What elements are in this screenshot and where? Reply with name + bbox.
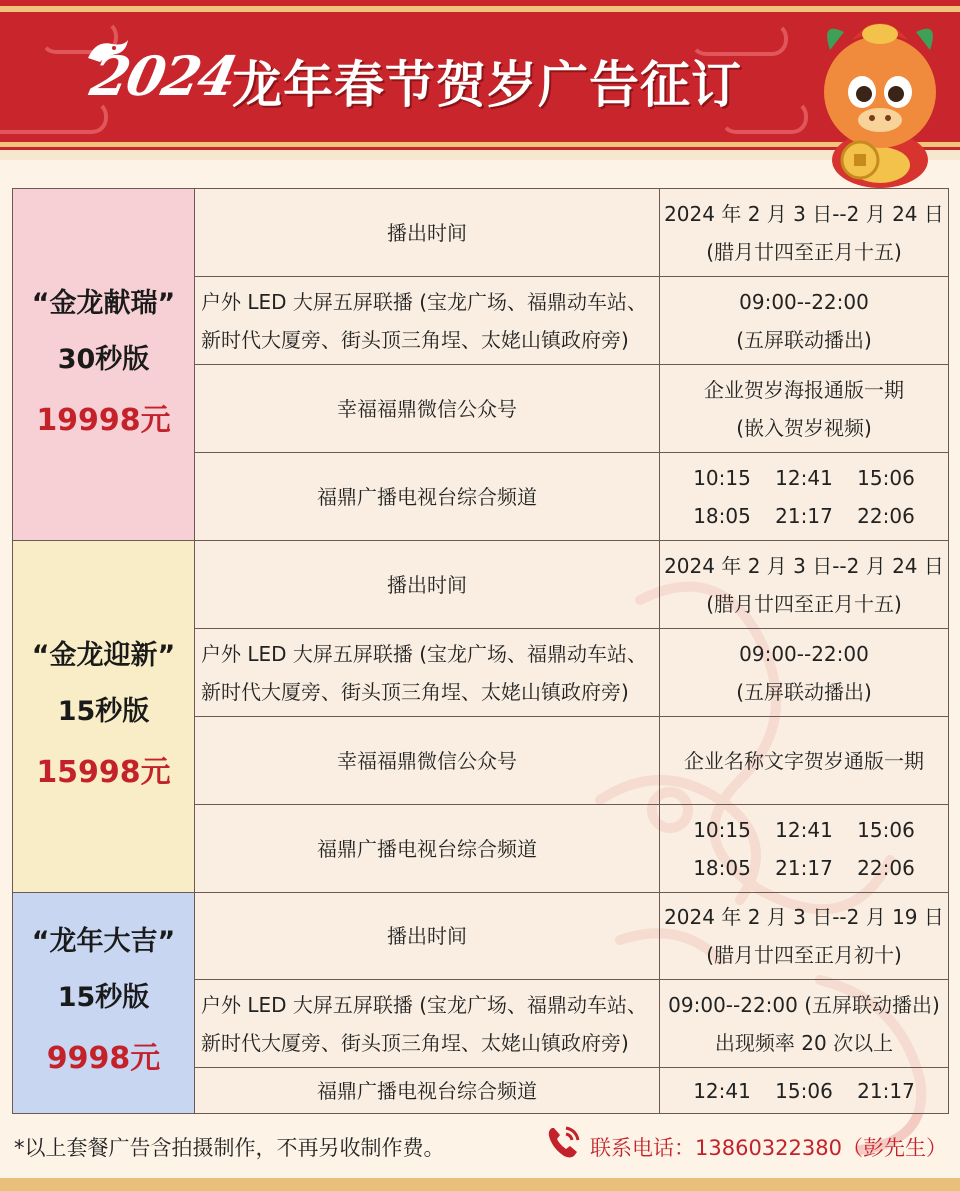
detail-line: (五屏联动播出) bbox=[736, 327, 872, 352]
price-table bbox=[12, 188, 949, 1114]
channel-cell: 幸福福鼎微信公众号 bbox=[195, 717, 660, 805]
package-price: 9998元 bbox=[46, 1041, 161, 1076]
channel-cell: 幸福福鼎微信公众号 bbox=[195, 365, 660, 453]
channel-cell bbox=[195, 629, 660, 717]
package-name: “龙年大吉” bbox=[31, 926, 176, 957]
detail-cell bbox=[660, 1068, 949, 1114]
channel-line: 新时代大厦旁、街头顶三角埕、太姥山镇政府旁) bbox=[201, 679, 629, 704]
package-cell-longnian-daji bbox=[13, 893, 195, 1114]
banner-year: 2024 bbox=[85, 44, 242, 108]
detail-line: (腊月廿四至正月十五) bbox=[706, 591, 902, 616]
detail-cell bbox=[660, 277, 949, 365]
detail-line: 2024 年 2 月 3 日--2 月 19 日 bbox=[664, 905, 944, 929]
channel-cell: 播出时间 bbox=[195, 189, 660, 277]
table-row bbox=[13, 189, 949, 277]
detail-cell bbox=[660, 717, 949, 805]
detail-line: (腊月廿四至正月初十) bbox=[706, 943, 902, 967]
channel-cell: 福鼎广播电视台综合频道 bbox=[195, 453, 660, 541]
channel-cell bbox=[195, 980, 660, 1068]
dragon-mascot-icon bbox=[800, 10, 960, 190]
package-name: “金龙迎新” bbox=[31, 639, 176, 671]
detail-line: 10:15 12:41 15:06 bbox=[693, 817, 915, 842]
package-name: “金龙献瑞” bbox=[31, 287, 176, 319]
table-row bbox=[13, 541, 949, 629]
channel-line: 户外 LED 大屏五屏联播 (宝龙广场、福鼎动车站、 bbox=[201, 289, 648, 314]
detail-line: (五屏联动播出) bbox=[736, 679, 872, 704]
detail-line: 2024 年 2 月 3 日--2 月 24 日 bbox=[664, 553, 944, 578]
channel-cell: 福鼎广播电视台综合频道 bbox=[195, 1068, 660, 1114]
detail-line: (嵌入贺岁视频) bbox=[736, 415, 872, 440]
detail-cell bbox=[660, 893, 949, 980]
detail-line: 09:00--22:00 (五屏联动播出) bbox=[668, 992, 940, 1017]
detail-line: 10:15 12:41 15:06 bbox=[693, 465, 915, 490]
detail-line: 2024 年 2 月 3 日--2 月 24 日 bbox=[664, 201, 944, 226]
channel-cell: 播出时间 bbox=[195, 893, 660, 980]
package-cell-jinlong-xianrui bbox=[13, 189, 195, 541]
detail-cell bbox=[660, 805, 949, 893]
contact-phone: 联系电话：13860322380（彭先生） bbox=[590, 1136, 947, 1160]
phone-icon bbox=[544, 1122, 584, 1162]
banner-title: 龙年春节贺岁广告征订 bbox=[232, 56, 742, 114]
detail-cell bbox=[660, 453, 949, 541]
detail-cell bbox=[660, 541, 949, 629]
bottom-bar bbox=[0, 1178, 960, 1191]
channel-line: 户外 LED 大屏五屏联播 (宝龙广场、福鼎动车站、 bbox=[201, 992, 648, 1017]
package-version: 15秒版 bbox=[57, 695, 150, 727]
channel-line: 新时代大厦旁、街头顶三角埕、太姥山镇政府旁) bbox=[201, 327, 629, 352]
detail-line: 18:05 21:17 22:06 bbox=[693, 503, 915, 528]
channel-cell bbox=[195, 277, 660, 365]
detail-line: 09:00--22:00 bbox=[739, 289, 869, 314]
footnote: *以上套餐广告含拍摄制作，不再另收制作费。 bbox=[14, 1136, 445, 1160]
package-price: 19998元 bbox=[36, 402, 171, 438]
package-cell-jinlong-yingxin bbox=[13, 541, 195, 893]
detail-cell bbox=[660, 629, 949, 717]
detail-cell bbox=[660, 189, 949, 277]
detail-cell bbox=[660, 980, 949, 1068]
detail-line: 出现频率 20 次以上 bbox=[714, 1030, 894, 1055]
detail-cell bbox=[660, 365, 949, 453]
package-version: 15秒版 bbox=[57, 982, 150, 1013]
detail-line: 09:00--22:00 bbox=[739, 641, 869, 666]
package-price: 15998元 bbox=[36, 754, 171, 790]
channel-line: 新时代大厦旁、街头顶三角埕、太姥山镇政府旁) bbox=[201, 1030, 629, 1055]
detail-line: 企业贺岁海报通版一期 bbox=[704, 377, 904, 402]
detail-line: 企业名称文字贺岁通版一期 bbox=[684, 748, 924, 773]
channel-cell: 播出时间 bbox=[195, 541, 660, 629]
channel-cell: 福鼎广播电视台综合频道 bbox=[195, 805, 660, 893]
package-version: 30秒版 bbox=[57, 343, 150, 375]
detail-line: 18:05 21:17 22:06 bbox=[693, 855, 915, 880]
table-row bbox=[13, 893, 949, 980]
channel-line: 户外 LED 大屏五屏联播 (宝龙广场、福鼎动车站、 bbox=[201, 641, 648, 666]
detail-line: 12:41 15:06 21:17 bbox=[693, 1078, 915, 1103]
detail-line: (腊月廿四至正月十五) bbox=[706, 239, 902, 264]
